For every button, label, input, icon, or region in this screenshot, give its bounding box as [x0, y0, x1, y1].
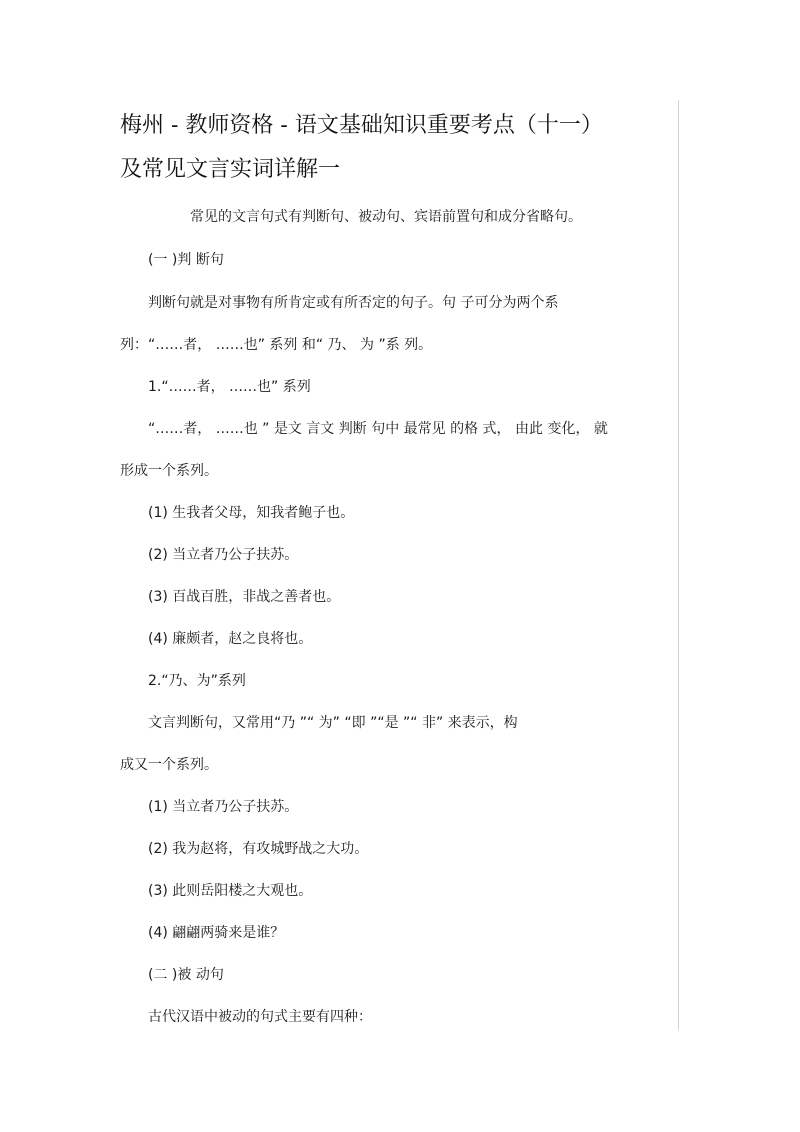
section1-description-line-2: 列：“……者， ……也” 系列 和“ 乃、 为 ”系 列。	[120, 337, 433, 353]
subsection2-text-line-2: 成又一个系列。	[120, 757, 218, 773]
section1-description-line-1: 判断句就是对事物有所肯定或有所否定的句子。句 子可分为两个系	[148, 295, 559, 311]
subsection2-example-1: (1) 当立者乃公子扶苏。	[148, 799, 299, 815]
page-margin-line	[678, 100, 679, 1030]
subsection1-example-2: (2) 当立者乃公子扶苏。	[148, 547, 299, 563]
subsection1-heading: 1.“……者， ……也” 系列	[148, 379, 311, 395]
section2-heading: (二 )被 动句	[148, 967, 224, 983]
subsection1-text-line-2: 形成一个系列。	[120, 463, 218, 479]
subsection1-example-3: (3) 百战百胜，非战之善者也。	[148, 589, 341, 605]
subsection1-text-line-1: “……者， ……也 ” 是文 言文 判断 句中 最常见 的格 式， 由此 变化， 就	[148, 421, 608, 437]
subsection2-heading: 2.“乃、为”系列	[148, 673, 246, 689]
section1-heading: (一 )判 断句	[148, 252, 224, 268]
section2-text: 古代汉语中被动的句式主要有四种：	[148, 1009, 372, 1025]
document-title-line-1: 梅州 - 教师资格 - 语文基础知识重要考点（十一）	[120, 113, 603, 138]
subsection2-example-3: (3) 此则岳阳楼之大观也。	[148, 883, 313, 899]
subsection1-example-1: (1) 生我者父母，知我者鲍子也。	[148, 505, 355, 521]
intro-paragraph: 常见的文言句式有判断句、被动句、宾语前置句和成分省略句。	[190, 209, 582, 225]
subsection1-example-4: (4) 廉颇者，赵之良将也。	[148, 631, 313, 647]
subsection2-example-2: (2) 我为赵将，有攻城野战之大功。	[148, 841, 369, 857]
document-title-line-2: 及常见文言实词详解一	[120, 157, 341, 182]
subsection2-text-line-1: 文言判断句，又常用“乃 ”“ 为” “即 ”“是 ”“ 非” 来表示，构	[148, 715, 518, 731]
subsection2-example-4: (4) 翩翩两骑来是谁？	[148, 925, 285, 941]
